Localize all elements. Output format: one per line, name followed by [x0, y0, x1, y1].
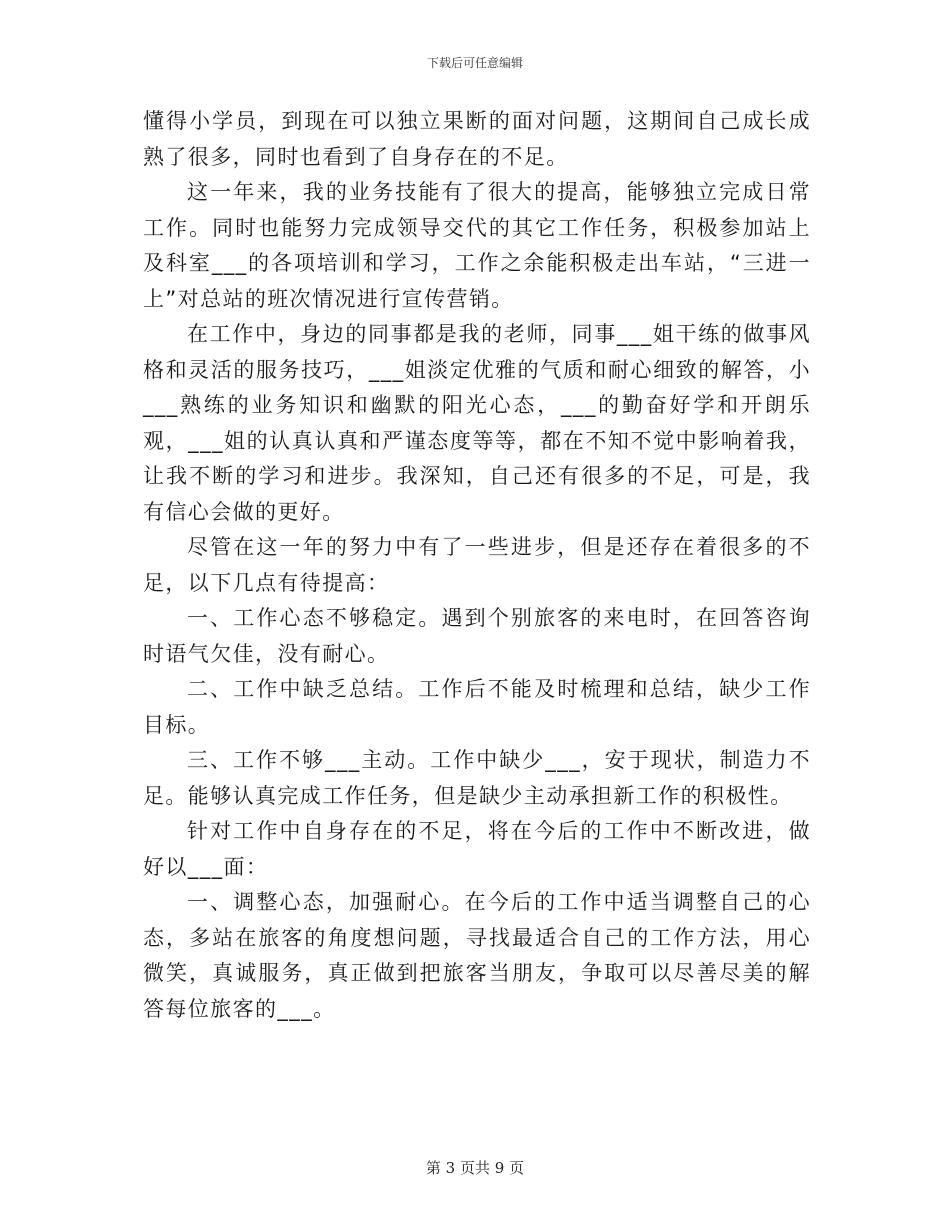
paragraph: 在工作中，身边的同事都是我的老师，同事___姐干练的做事风格和灵活的服务技巧，___姐淡定优雅的气质和耐心细致的解答，小___熟练的业务知识和幽默的阳光心态，___的勤奋好学和开朗乐观，___姐的认真认真和严谨态度等等，都在不知不觉中影响着我，让我不断的学习和进步。我深知，自己还有很多的不足，可是，我有信心会做的更好。: [143, 322, 811, 524]
paragraph-continuation: 懂得小学员，到现在可以独立果断的面对问题，这期间自己成长成熟了很多，同时也看到了自身存在的不足。: [143, 109, 811, 169]
document-body: [143, 104, 811, 1027]
page-header: 下载后可任意编辑: [426, 56, 523, 70]
paragraph: 二、工作中缺乏总结。工作后不能及时梳理和总结，缺少工作目标。: [143, 677, 811, 737]
paragraph: 三、工作不够___主动。工作中缺少___，安于现状，制造力不足。能够认真完成工作任务，但是缺少主动承担新工作的积极性。: [143, 748, 811, 808]
paragraph: 尽管在这一年的努力中有了一些进步，但是还存在着很多的不足，以下几点有待提高：: [143, 535, 811, 595]
paragraph: 一、调整心态，加强耐心。在今后的工作中适当调整自己的心态，多站在旅客的角度想问题，寻找最适合自己的工作方法，用心微笑，真诚服务，真正做到把旅客当朋友，争取可以尽善尽美的解答每位旅客的___。: [143, 890, 811, 1021]
page-number: 第 3 页共 9 页: [425, 1159, 525, 1177]
paragraph: 一、工作心态不够稳定。遇到个别旅客的来电时，在回答咨询时语气欠佳，没有耐心。: [143, 606, 811, 666]
paragraph: 这一年来，我的业务技能有了很大的提高，能够独立完成日常工作。同时也能努力完成领导交代的其它工作任务，积极参加站上及科室___的各项培训和学习，工作之余能积极走出车站，“三进一上”对总站的班次情况进行宣传营销。: [143, 180, 811, 311]
paragraph: 针对工作中自身存在的不足，将在今后的工作中不断改进，做好以___面：: [143, 819, 811, 879]
